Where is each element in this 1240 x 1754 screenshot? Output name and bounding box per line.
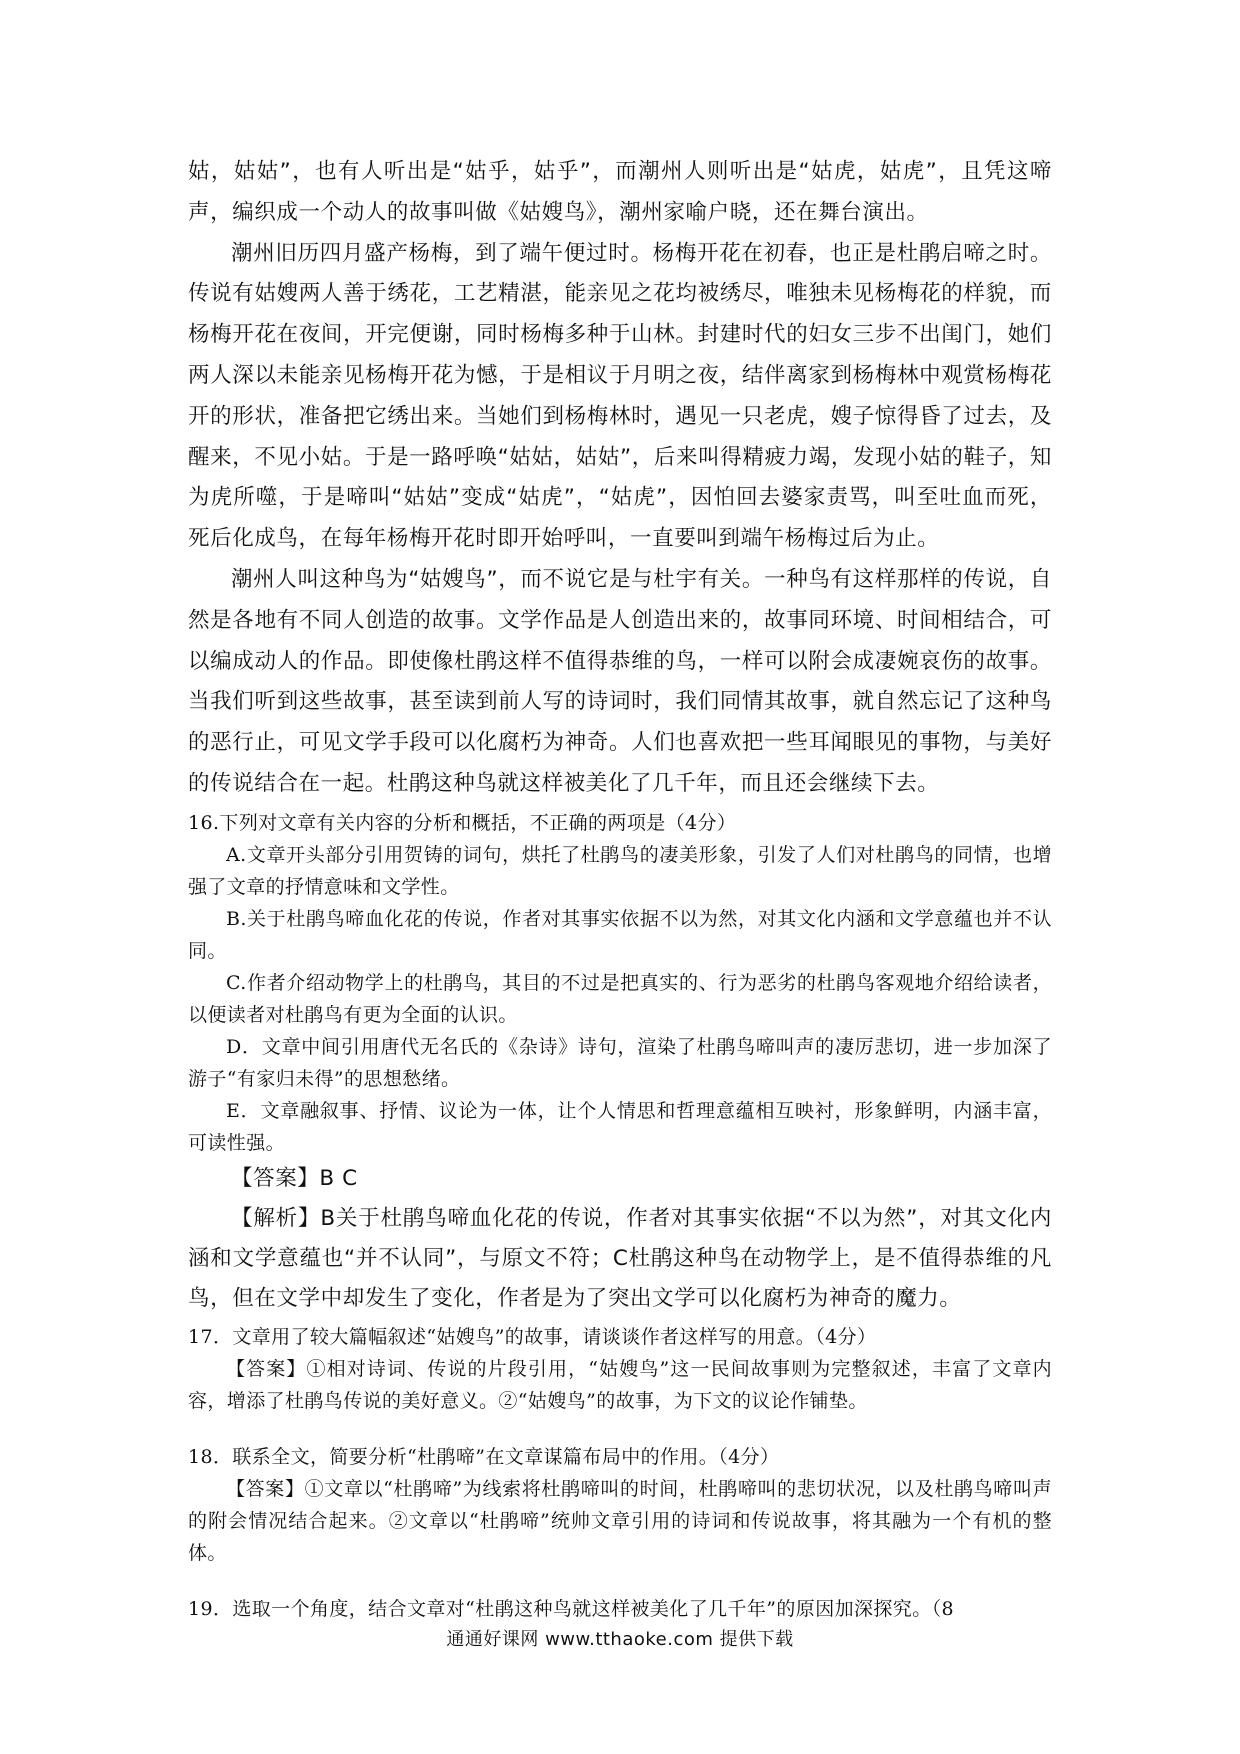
spacer [188, 1417, 1052, 1439]
passage-paragraph-1-continued: 姑，姑姑”，也有人听出是“姑乎，姑乎”，而潮州人则听出是“姑虎，姑虎”，且凭这啼声，编织成一个动人的故事叫做《姑嫂鸟》，潮州家喻户晓，还在舞台演出。 [188, 159, 1052, 225]
passage-paragraph-3: 潮州人叫这种鸟为“姑嫂鸟”，而不说它是与杜宇有关。一种鸟有这样那样的传说，自然是各地有不同人创造的故事。文学作品是人创造出来的，故事同环境、时间相结合，可以编成动人的作品。即使像杜鹃这样不值得恭维的鸟，一样可以附会成凄婉哀伤的故事。当我们听到这些故事，甚至读到前人写的诗词时，我们同情其故事，就自然忘记了这种鸟的恶行止，可见文学手段可以化腐朽为神奇。人们也喜欢把一些耳闻眼见的事物，与美好的传说结合在一起。杜鹃这种鸟就这样被美化了几千年，而且还会继续下去。 [188, 566, 1052, 796]
question-16-option-b: B.关于杜鹃鸟啼血化花的传说，作者对其事实依据不以为然，对其文化内涵和文学意蕴也并不认同。 [188, 907, 1052, 962]
question-16-option-d: D．文章中间引用唐代无名氏的《杂诗》诗句，渲染了杜鹃鸟啼叫声的凄厉悲切，进一步加深了游子“有家归未得”的思想愁绪。 [188, 1035, 1052, 1090]
question-16-option-a: A.文章开头部分引用贺铸的词句，烘托了杜鹃鸟的凄美形象，引发了人们对杜鹃鸟的同情，也增强了文章的抒情意味和文学性。 [188, 843, 1052, 898]
question-18-stem: 18．联系全文，简要分析“杜鹃啼”在文章谋篇布局中的作用。（4分） [188, 1445, 780, 1468]
question-16-answer: 【答案】B C [231, 1165, 358, 1191]
question-18-answer: 【答案】①文章以“杜鹃啼”为线索将杜鹃啼叫的时间，杜鹃啼叫的悲切状况，以及杜鹃鸟啼叫声的附会情况结合起来。②文章以“杜鹃啼”统帅文章引用的诗词和传说故事，将其融为一个有机的整体。 [188, 1477, 1052, 1564]
question-16-option-e: E．文章融叙事、抒情、议论为一体，让个人情思和哲理意蕴相互映衬，形象鲜明，内涵丰富，可读性强。 [188, 1099, 1052, 1154]
question-16-stem: 16.下列对文章有关内容的分析和概括，不正确的两项是（4分） [188, 811, 737, 834]
passage-paragraph-2: 潮州旧历四月盛产杨梅，到了端午便过时。杨梅开花在初春，也正是杜鹃启啼之时。传说有姑嫂两人善于绣花，工艺精湛，能亲见之花均被绣尽，唯独未见杨梅花的样貌，而杨梅开花在夜间，开完便谢，同时杨梅多种于山林。封建时代的妇女三步不出闺门，她们两人深以未能亲见杨梅开花为憾，于是相议于月明之夜，结伴离家到杨梅林中观赏杨梅花开的形状，准备把它绣出来。当她们到杨梅林时，遇见一只老虎，嫂子惊得昏了过去，及醒来，不见小姑。于是一路呼唤“姑姑，姑姑”，后来叫得精疲力竭，发现小姑的鞋子，知为虎所噬，于是啼叫“姑姑”变成“姑虎”，“姑虎”，因怕回去婆家责骂，叫至吐血而死，死后化成鸟，在每年杨梅开花时即开始呼叫，一直要叫到端午杨梅过后为止。 [188, 240, 1052, 552]
page-content [188, 152, 1052, 1625]
spacer [188, 1569, 1052, 1591]
question-17-stem: 17．文章用了较大篇幅叙述“姑嫂鸟”的故事，请谈谈作者这样写的用意。（4分） [188, 1325, 877, 1348]
question-19-stem: 19．选取一个角度，结合文章对“杜鹃这种鸟就这样被美化了几千年”的原因加深探究。（8 [188, 1597, 954, 1620]
page-footer: 通通好课网 www.tthaoke.com 提供下载 [446, 1629, 794, 1650]
question-16-analysis: 【解析】B关于杜鹃鸟啼血化花的传说，作者对其事实依据“不以为然”，对其文化内涵和文学意蕴也“并不认同”，与原文不符；C杜鹃这种鸟在动物学上，是不值得恭维的凡鸟，但在文学中却发生了变化，作者是为了突出文学可以化腐朽为神奇的魔力。 [188, 1205, 1052, 1311]
question-17-answer: 【答案】①相对诗词、传说的片段引用，“姑嫂鸟”这一民间故事则为完整叙述，丰富了文章内容，增添了杜鹃鸟传说的美好意义。②“姑嫂鸟”的故事，为下文的议论作铺垫。 [188, 1357, 1052, 1412]
question-16-option-c: C.作者介绍动物学上的杜鹃鸟，其目的不过是把真实的、行为恶劣的杜鹃鸟客观地介绍给读者，以便读者对杜鹃鸟有更为全面的认识。 [188, 971, 1052, 1026]
